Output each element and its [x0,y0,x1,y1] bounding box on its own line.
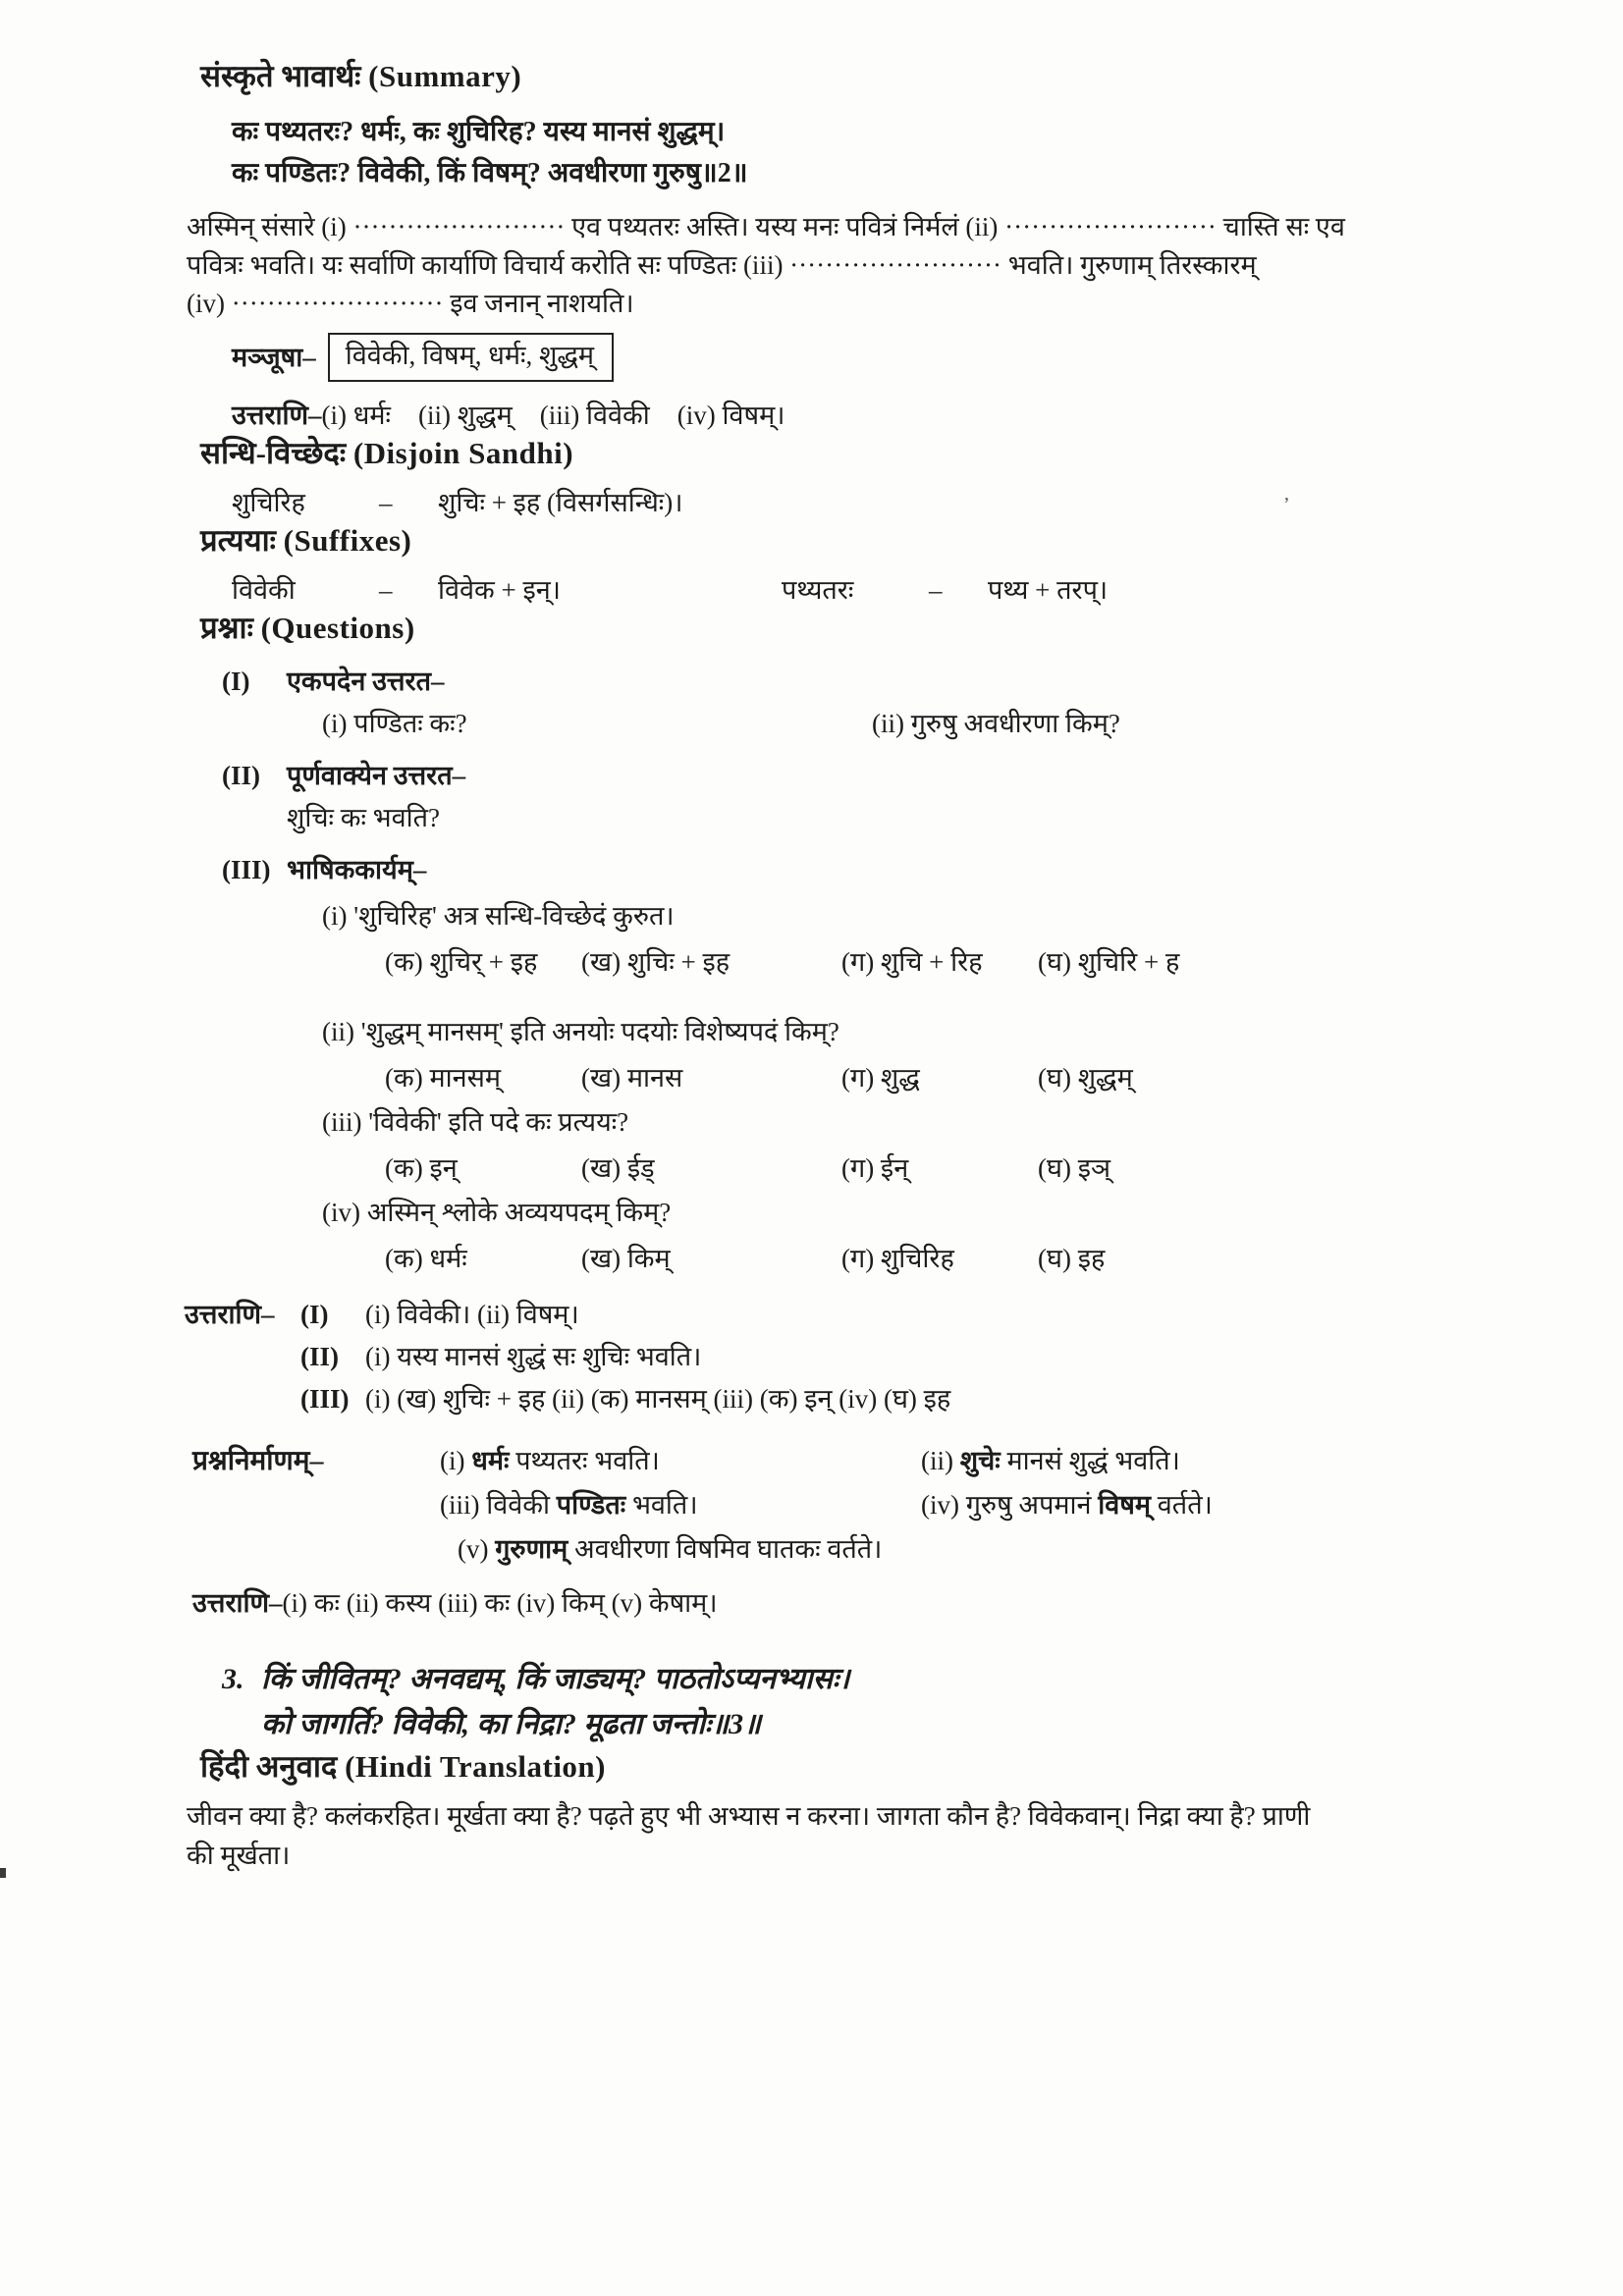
shloka-3-lines [261,1657,849,1747]
mcq-3-option-kha: (ख) ईड् [581,1153,655,1183]
answer-row-II-text: (i) यस्य मानसं शुद्धं सः शुचिः भवति। [365,1342,702,1371]
fill-in-blanks-paragraph [187,208,1443,323]
mcq-1-option-ga: (ग) शुचि + रिह [841,947,983,977]
question-I-numeral: (I) [222,667,250,696]
hindi-heading-hindi: हिंदी अनुवाद [200,1749,338,1784]
answer-row-II-numeral: (II) [300,1342,339,1371]
fill-para-line-3: (iv) ························ इव जनान् नाशयति। [187,289,634,318]
summary-answers-label: उत्तराणि– [232,400,322,430]
mcq-1-option-gha: (घ) शुचिरि + ह [1038,947,1180,977]
questions-answers-block [185,1297,1443,1417]
mcq-2-option-ga: (ग) शुद्ध [841,1063,920,1093]
question-III-title: भाषिककार्यम्– [287,855,427,884]
mcq-4-options [385,1241,1443,1277]
fill-para-line-2: पवित्रः भवति। यः सर्वाणि कार्याणि विचार्य करोति सः पण्डितः (iii) ························ भवति। गुरुणाम् तिरस्कारम् [187,250,1257,280]
prashna-nirman-item-2: (ii) शुचेः मानसं शुद्धं भवति। [921,1446,1180,1475]
mcq-list [322,898,1443,1277]
shloka-2-line-2: कः पण्डितः? विवेकी, किं विषम्? अवधीरणा गुरुषु॥2॥ [232,158,748,188]
scan-speck [0,1868,6,1878]
shloka-3-line-2: को जागर्ति? विवेकी, का निद्रा? मूढता जन्तोः॥3॥ [261,1708,762,1740]
manjusha-row [232,333,1443,382]
mcq-2-option-ka: (क) मानसम् [385,1063,501,1093]
shloka-3-number: 3. [222,1663,244,1695]
question-III-head [222,852,1443,888]
mcq-3-option-gha: (घ) इञ् [1038,1153,1110,1183]
question-II-head [222,758,1443,794]
suffix-right-pair [782,572,1108,609]
suffix-left-dash: – [379,575,393,605]
prashna-nirman-row-2 [440,1487,1443,1523]
sandhi-heading-hindi: सन्धि-विच्छेदः [200,436,347,470]
mcq-1-question: (i) 'शुचिरिह' अत्र सन्धि-विच्छेदं कुरुत। [322,901,675,931]
prashna-nirman-label: प्रश्ननिर्माणम्– [192,1446,324,1476]
mcq-3-question: (iii) 'विवेकी' इति पदे कः प्रत्ययः? [322,1107,629,1137]
sandhi-heading-english: (Disjoin Sandhi) [352,436,574,470]
prashna-nirman-block [192,1443,1443,1568]
hindi-translation-paragraph [187,1796,1443,1875]
sandhi-split: शुचिः + इह (विसर्गसन्धिः)। [438,488,683,517]
mcq-2-option-kha: (ख) मानस [581,1063,683,1093]
question-III-numeral: (III) [222,855,271,884]
answer-row-I-numeral: (I) [300,1300,329,1329]
suffixes-heading [200,521,1443,561]
question-II-item: शुचिः कः भवति? [287,803,441,832]
fill-para-line-1: अस्मिन् संसारे (i) ························ एव पथ्यतरः अस्ति। यस्य मनः पवित्रं निर्मलं (ii) ························ चास्ति सः एव [187,212,1345,241]
suffix-right-word: पथ्यतरः [782,575,854,605]
prashna-nirman-item-1: (i) धर्मः पथ्यतरः भवति। [440,1446,660,1475]
mcq-1-options [385,944,1443,981]
prashna-nirman-items [440,1443,1443,1568]
prashna-nirman-answers [192,1585,1443,1622]
page-content [187,57,1443,1875]
suffixes-section [187,521,1443,609]
question-I-block [222,664,1443,742]
summary-answer-3: (iii) विवेकी [539,400,650,430]
questions-heading [200,609,1443,648]
mcq-4-option-ga: (ग) शुचिरिह [841,1244,954,1273]
hindi-para-line-1: जीवन क्या है? कलंकरहित। मूर्खता क्या है? पढ़ते हुए भी अभ्यास न करना। जागता कौन है? विवेकवान्। निद्रा क्या है? प्राणी [187,1801,1311,1831]
question-I-items [322,706,1443,742]
prashna-nirman-row-3 [458,1531,1443,1568]
suffixes-heading-hindi: प्रत्ययाः [200,523,276,558]
suffix-left-pair [232,572,782,609]
answer-row-II [300,1339,950,1375]
answer-row-I-text: (i) विवेकी। (ii) विषम्। [365,1300,579,1329]
suffix-row [187,572,1443,609]
manjusha-label: मञ्जूषा– [232,342,316,372]
answer-row-III [300,1381,950,1417]
mcq-3-option-ga: (ग) ईन् [841,1153,909,1183]
prashna-nirman-item-5: (v) गुरुणाम् अवधीरणा विषमिव घातकः वर्तते। [458,1534,883,1564]
prashna-nirman-section [187,1443,1443,1622]
shloka-2-line-1: कः पथ्यतरः? धर्मः, कः शुचिरिह? यस्य मानसं शुद्धम्। [232,117,726,147]
questions-heading-english: (Questions) [260,611,415,645]
hindi-heading-english: (Hindi Translation) [345,1749,606,1784]
summary-answer-2: (ii) शुद्धम् [417,400,513,430]
mcq-3-option-ka: (क) इन् [385,1153,458,1183]
sandhi-dash: – [379,488,393,517]
answer-row-I [300,1297,950,1333]
summary-answer-1: (i) धर्मः [321,400,391,430]
verse-3-section [187,1657,1443,1747]
suffix-right-split: पथ्य + तरप्। [988,575,1109,605]
scan-artifact-mark: ’ [1283,494,1290,515]
question-III-block [222,852,1443,1277]
sandhi-heading [200,434,1443,473]
mcq-2-options [385,1060,1443,1096]
questions-answers-label: उत्तराणि– [185,1300,275,1329]
shloka-3 [222,1657,1443,1747]
question-II-block [222,758,1443,836]
summary-heading [200,57,1443,96]
questions-answers-lines [300,1297,950,1417]
answer-row-III-numeral: (III) [300,1384,350,1414]
mcq-4-option-kha: (ख) किम् [581,1244,671,1273]
summary-answers-line [232,398,1443,434]
hindi-para-line-2: की मूर्खता। [187,1841,291,1870]
mcq-4-option-gha: (घ) इह [1038,1244,1106,1273]
prashna-nirman-item-3: (iii) विवेकी पण्डितः भवति। [440,1490,698,1520]
questions-section [187,609,1443,1417]
sandhi-word: शुचिरिह [232,488,305,517]
mcq-2-question: (ii) 'शुद्धम् मानसम्' इति अनयोः पदयोः विशेष्यपदं किम्? [322,1017,839,1046]
shloka-3-line-1: किं जीवितम्? अनवद्यम्, किं जाड्यम्? पाठतोऽप्यनभ्यासः। [261,1663,850,1695]
mcq-1-option-ka: (क) शुचिर् + इह [385,947,538,977]
suffix-right-dash: – [929,575,943,605]
prashna-nirman-answers-text: (i) कः (ii) कस्य (iii) कः (iv) किम् (v) केषाम्। [282,1588,718,1618]
questions-heading-hindi: प्रश्नाः [200,611,253,645]
question-I-head [222,664,1443,700]
summary-answer-4: (iv) विषम्। [676,400,785,430]
mcq-1-option-kha: (ख) शुचिः + इह [581,947,730,977]
hindi-translation-section [187,1747,1443,1875]
question-II-title: पूर्णवाक्येन उत्तरत– [287,761,466,790]
hindi-translation-heading [200,1747,1443,1787]
mcq-3-options [385,1150,1443,1187]
mcq-4-option-ka: (क) धर्मः [385,1244,467,1273]
question-II-numeral: (II) [222,761,260,790]
summary-heading-english: (Summary) [368,59,522,93]
mcq-2-option-gha: (घ) शुद्धम् [1038,1063,1133,1093]
summary-heading-hindi: संस्कृते भावार्थः [200,59,361,93]
answer-row-III-text: (i) (ख) शुचिः + इह (ii) (क) मानसम् (iii) (क) इन् (iv) (घ) इह [365,1384,951,1414]
suffix-left-split: विवेक + इन्। [438,575,561,605]
manjusha-word-box: विवेकी, विषम्, धर्मः, शुद्धम् [328,333,614,382]
shloka-2 [232,112,1443,194]
sandhi-section [187,434,1443,521]
prashna-nirman-answers-label: उत्तराणि– [192,1588,283,1618]
suffix-left-word: विवेकी [232,575,296,605]
summary-section [187,57,1443,434]
question-I-title: एकपदेन उत्तरत– [287,667,445,696]
sandhi-row [232,485,1443,521]
prashna-nirman-item-4: (iv) गुरुषु अपमानं विषम् वर्तते। [921,1490,1213,1520]
prashna-nirman-row-1 [440,1443,1443,1479]
question-I-item-1: (i) पण्डितः कः? [322,709,467,738]
mcq-4-question: (iv) अस्मिन् श्लोके अव्ययपदम् किम्? [322,1198,672,1227]
question-I-item-2: (ii) गुरुषु अवधीरणा किम्? [872,709,1120,738]
suffixes-heading-english: (Suffixes) [283,523,412,558]
